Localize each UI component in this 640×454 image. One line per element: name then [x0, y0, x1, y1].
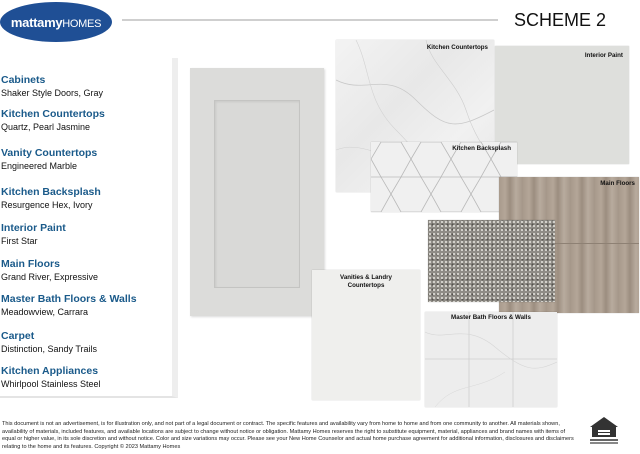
master-bath-floors-swatch — [425, 312, 557, 407]
spec-value: Resurgence Hex, Ivory — [1, 200, 93, 210]
spec-heading: Main Floors — [1, 258, 60, 270]
spec-value: Shaker Style Doors, Gray — [1, 88, 104, 98]
spec-kitchen-countertops — [1, 108, 105, 132]
legal-disclaimer: This document is not an advertisement, is for illustration only, and not part of a legal document or contract. The specific features and availability vary from home to home and from one community to another. All materials shown, availability of materials, included features, and available locations are subject to change without notice or obligation. Mattamy Homes reserves the right to substitute equipment, material, appliances and brand names with items of equal or higher value, in its sole discretion and without notice. Color and size variations may occur. Please see your New Home Counselor and actual home purchase agreement for additional information, disclosures and disclaimers relating to the home and its features. Copyright © 2023 Mattamy Homes — [2, 421, 574, 450]
cabinet-door-sample — [190, 68, 324, 316]
scheme-title: SCHEME 2 — [514, 10, 607, 30]
spec-heading: Kitchen Appliances — [1, 365, 99, 377]
main-floors-label: Main Floors — [600, 180, 635, 187]
spec-heading: Kitchen Countertops — [1, 108, 105, 120]
spec-interior-paint — [1, 222, 66, 246]
kitchen-backsplash-label: Kitchen Backsplash — [452, 145, 511, 152]
spec-heading: Carpet — [1, 330, 35, 342]
spec-heading: Interior Paint — [1, 222, 66, 234]
spec-heading: Master Bath Floors & Walls — [1, 293, 137, 305]
spec-heading: Cabinets — [1, 74, 46, 86]
mattamy-homes-logo — [0, 2, 112, 42]
spec-value: First Star — [1, 236, 38, 246]
header-divider — [122, 19, 498, 21]
spec-vanity-countertops — [1, 147, 97, 171]
kitchen-countertops-label: Kitchen Countertops — [426, 44, 488, 51]
spec-value: Quartz, Pearl Jasmine — [1, 122, 91, 132]
interior-paint-label: Interior Paint — [584, 52, 623, 59]
cabinet-door-panel — [214, 100, 300, 288]
spec-carpet — [1, 330, 97, 354]
spec-value: Distinction, Sandy Trails — [1, 344, 98, 354]
vanity-countertop-swatch — [312, 270, 420, 400]
equal-housing-opportunity-icon — [588, 416, 620, 446]
master-bath-label: Master Bath Floors & Walls — [451, 314, 531, 321]
spec-value: Whirlpool Stainless Steel — [1, 379, 101, 389]
logo-text-sub: HOMES — [62, 17, 102, 30]
spec-heading: Vanity Countertops — [1, 147, 98, 159]
spec-cabinets — [1, 74, 103, 98]
spec-main-floors — [1, 258, 98, 282]
logo-text-main: mattamy — [10, 14, 63, 30]
vanity-label-line-2: Countertops — [347, 282, 385, 289]
spec-kitchen-appliances — [1, 365, 101, 389]
spec-kitchen-backsplash — [1, 186, 101, 210]
vanity-label-line-1: Vanities & Landry — [340, 274, 392, 281]
spec-panel — [0, 58, 178, 398]
kitchen-backsplash-swatch — [371, 142, 517, 212]
spec-value: Meadowview, Carrara — [1, 307, 89, 317]
spec-master-bath — [1, 293, 137, 317]
spec-heading: Kitchen Backsplash — [1, 186, 101, 198]
hex-tile-pattern — [371, 142, 517, 212]
spec-value: Engineered Marble — [1, 161, 78, 171]
spec-value: Grand River, Expressive — [1, 272, 99, 282]
marble-tile-grid — [425, 312, 557, 407]
appliance-finish-swatch — [428, 220, 555, 302]
